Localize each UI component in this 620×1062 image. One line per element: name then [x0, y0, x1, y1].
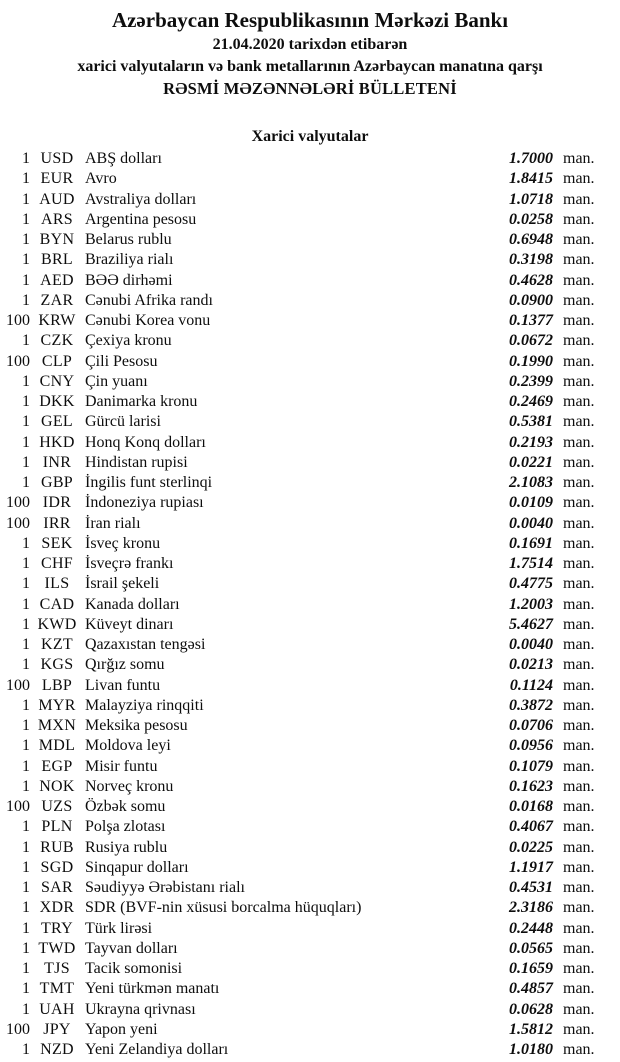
exchange-rate-value: 0.0565	[509, 939, 553, 957]
currency-row	[0, 372, 620, 392]
currency-name: Norveç kronu	[85, 777, 174, 795]
currency-name: Qırğız somu	[85, 656, 165, 674]
currency-name: Rusiya rublu	[85, 838, 168, 856]
exchange-rate-value: 2.1083	[509, 474, 553, 491]
currency-code: KGS	[40, 656, 74, 674]
currency-name: Belarus rublu	[85, 231, 172, 248]
currency-name: Meksika pesosu	[85, 717, 188, 734]
currency-quantity: 100	[6, 514, 30, 532]
currency-quantity: 1	[22, 919, 30, 937]
currency-row	[0, 574, 620, 594]
currency-quantity: 1	[22, 980, 30, 998]
currency-code: CNY	[39, 372, 75, 390]
currency-row	[0, 635, 620, 655]
currency-code: CHF	[40, 555, 74, 572]
currency-name: Səudiyyə Ərəbistanı rialı	[85, 879, 245, 896]
currency-quantity: 1	[22, 372, 30, 390]
exchange-rate-value: 0.0213	[509, 656, 553, 674]
currency-code: NOK	[39, 777, 75, 795]
currency-row	[0, 453, 620, 473]
currency-code: IRR	[43, 514, 71, 532]
currency-row	[0, 858, 620, 878]
subject-line: xarici valyutaların və bank metallarının Azərbaycan manatına qarşı	[77, 58, 543, 75]
exchange-rate-value: 1.8415	[509, 170, 553, 188]
currency-quantity: 1	[22, 555, 30, 572]
currency-unit-label: man.	[563, 514, 595, 532]
currency-row	[0, 331, 620, 351]
currency-unit-label: man.	[563, 150, 595, 167]
currency-row	[0, 959, 620, 979]
exchange-rate-value: 0.6948	[509, 231, 553, 248]
currency-quantity: 100	[6, 1020, 30, 1038]
currency-unit-label: man.	[563, 939, 595, 957]
currency-code: DKK	[39, 393, 75, 410]
currency-row	[0, 352, 620, 372]
currency-name: Braziliya rialı	[85, 251, 174, 269]
exchange-rate-value: 1.7000	[509, 150, 553, 167]
currency-unit-label: man.	[563, 494, 595, 512]
currency-quantity: 1	[22, 190, 30, 208]
currency-name: Moldova leyi	[85, 737, 171, 755]
currency-quantity: 1	[22, 960, 30, 977]
currency-code: RUB	[40, 838, 74, 856]
exchange-rate-value: 0.1691	[509, 534, 553, 552]
currency-row	[0, 1040, 620, 1060]
currency-name: Çexiya kronu	[85, 332, 172, 350]
currency-quantity: 1	[22, 1000, 30, 1018]
currency-unit-label: man.	[563, 798, 595, 815]
currency-unit-label: man.	[563, 777, 595, 795]
currency-quantity: 1	[22, 393, 30, 410]
currency-name: Avro	[85, 170, 117, 188]
currency-row	[0, 736, 620, 756]
currency-unit-label: man.	[563, 595, 595, 613]
currency-code: USD	[40, 150, 74, 167]
currency-quantity: 100	[6, 312, 30, 329]
currency-row	[0, 939, 620, 959]
currency-unit-label: man.	[563, 879, 595, 896]
rates-table	[0, 149, 620, 1060]
currency-quantity: 1	[22, 251, 30, 269]
currency-quantity: 1	[22, 575, 30, 593]
currency-name: Ukrayna qrivnası	[85, 1000, 196, 1018]
currency-code: CAD	[39, 595, 75, 613]
currency-quantity: 1	[22, 291, 30, 309]
currency-code: TMT	[39, 980, 75, 998]
currency-name: Danimarka kronu	[85, 393, 198, 410]
currency-unit-label: man.	[563, 312, 595, 329]
currency-row	[0, 777, 620, 797]
bulletin-header	[0, 8, 620, 100]
exchange-rate-value: 0.1079	[509, 757, 553, 775]
exchange-rate-value: 0.0221	[509, 453, 553, 471]
currency-row	[0, 534, 620, 554]
exchange-rate-value: 0.2469	[509, 393, 553, 410]
currency-quantity: 1	[22, 777, 30, 795]
currency-quantity: 1	[22, 453, 30, 471]
exchange-rate-value: 0.2399	[509, 372, 553, 390]
currency-row	[0, 412, 620, 432]
currency-row	[0, 696, 620, 716]
currency-row	[0, 230, 620, 250]
currency-quantity: 100	[6, 798, 30, 815]
currency-name: Türk lirəsi	[85, 919, 153, 937]
currency-name: İsrail şekeli	[85, 575, 160, 593]
currency-unit-label: man.	[563, 737, 595, 755]
currency-quantity: 1	[22, 595, 30, 613]
currency-code: SEK	[41, 534, 73, 552]
currency-code: GEL	[40, 413, 73, 431]
exchange-rate-value: 2.3186	[509, 899, 553, 917]
currency-name: SDR (BVF-nin xüsusi borcalma hüquqları)	[85, 899, 362, 917]
currency-quantity: 1	[22, 413, 30, 431]
currency-row	[0, 514, 620, 534]
currency-name: BƏƏ dirhəmi	[85, 271, 173, 289]
currency-unit-label: man.	[563, 474, 595, 491]
currency-name: Gürcü larisi	[85, 413, 161, 431]
exchange-rate-value: 5.4627	[509, 615, 553, 633]
currency-unit-label: man.	[563, 271, 595, 289]
currency-unit-label: man.	[563, 453, 595, 471]
currency-name: Hindistan rupisi	[85, 453, 188, 471]
currency-name: İsveçrə frankı	[85, 555, 174, 572]
currency-code: SAR	[40, 879, 74, 896]
currency-code: HKD	[39, 433, 75, 451]
exchange-rate-value: 1.5812	[509, 1020, 553, 1038]
currency-code: EGP	[41, 757, 73, 775]
currency-unit-label: man.	[563, 676, 595, 694]
currency-code: AUD	[39, 190, 75, 208]
currency-name: Özbək somu	[85, 798, 166, 815]
effective-date-line: 21.04.2020 tarixdən etibarən	[212, 36, 408, 53]
currency-code: KWD	[37, 615, 77, 633]
exchange-rate-value: 0.0900	[509, 291, 553, 309]
exchange-rate-value: 0.0225	[509, 838, 553, 856]
currency-code: MYR	[38, 696, 76, 714]
currency-code: ARS	[40, 210, 74, 228]
exchange-rate-value: 0.1623	[509, 777, 553, 795]
currency-quantity: 100	[6, 676, 30, 694]
currency-name: Argentina pesosu	[85, 210, 197, 228]
currency-row	[0, 493, 620, 513]
exchange-rate-value: 0.1124	[509, 676, 553, 694]
currency-unit-label: man.	[563, 717, 595, 734]
exchange-rate-value: 0.0168	[509, 798, 553, 815]
exchange-rate-value: 0.0706	[509, 717, 553, 734]
currency-unit-label: man.	[563, 575, 595, 593]
currency-unit-label: man.	[563, 980, 595, 998]
currency-name: Sinqapur dolları	[85, 858, 189, 876]
currency-code: AED	[40, 271, 74, 289]
currency-row	[0, 797, 620, 817]
currency-code: SGD	[40, 858, 74, 876]
exchange-rate-value: 0.3872	[509, 696, 553, 714]
currency-row	[0, 676, 620, 696]
exchange-rate-value: 1.1917	[509, 858, 553, 876]
currency-name: ABŞ dolları	[85, 150, 162, 167]
currency-unit-label: man.	[563, 636, 595, 653]
currency-row	[0, 716, 620, 736]
currency-row	[0, 433, 620, 453]
currency-code: EUR	[40, 170, 74, 188]
currency-code: KRW	[38, 312, 76, 329]
currency-name: İngilis funt sterlinqi	[85, 474, 213, 491]
currency-row	[0, 979, 620, 999]
currency-name: Avstraliya dolları	[85, 190, 197, 208]
currency-unit-label: man.	[563, 1041, 595, 1058]
currency-unit-label: man.	[563, 1000, 595, 1018]
currency-name: Qazaxıstan tengəsi	[85, 636, 206, 653]
exchange-rate-value: 0.4628	[509, 271, 553, 289]
currency-quantity: 1	[22, 899, 30, 917]
currency-row	[0, 655, 620, 675]
currency-name: İndoneziya rupiası	[85, 494, 204, 512]
exchange-rate-value: 0.2193	[509, 433, 553, 451]
currency-code: JPY	[43, 1020, 71, 1038]
currency-row	[0, 1000, 620, 1020]
currency-row	[0, 392, 620, 412]
currency-quantity: 1	[22, 656, 30, 674]
currency-quantity: 1	[22, 1041, 30, 1058]
currency-unit-label: man.	[563, 555, 595, 572]
currency-unit-label: man.	[563, 210, 595, 228]
currency-quantity: 1	[22, 332, 30, 350]
currency-name: İsveç kronu	[85, 534, 161, 552]
currency-unit-label: man.	[563, 190, 595, 208]
currency-code: UAH	[39, 1000, 75, 1018]
currency-row	[0, 554, 620, 574]
currency-unit-label: man.	[563, 291, 595, 309]
exchange-rate-value: 1.0180	[509, 1041, 553, 1058]
exchange-rate-value: 1.2003	[509, 595, 553, 613]
currency-quantity: 1	[22, 757, 30, 775]
exchange-rate-value: 0.0040	[509, 636, 553, 653]
currency-code: KZT	[40, 636, 73, 653]
currency-unit-label: man.	[563, 433, 595, 451]
exchange-rate-value: 0.4775	[509, 575, 553, 593]
currency-code: XDR	[39, 899, 75, 917]
currency-row	[0, 291, 620, 311]
currency-unit-label: man.	[563, 838, 595, 856]
bank-title: Azərbaycan Respublikasının Mərkəzi Bankı	[111, 8, 509, 32]
currency-code: LBP	[41, 676, 73, 694]
exchange-rate-value: 0.1990	[509, 352, 553, 370]
currency-name: Küveyt dinarı	[85, 615, 174, 633]
currency-quantity: 1	[22, 150, 30, 167]
currency-quantity: 100	[6, 494, 30, 512]
currency-row	[0, 149, 620, 169]
currency-name: Çin yuanı	[85, 372, 148, 390]
currency-row	[0, 878, 620, 898]
exchange-rate-value: 1.0718	[509, 190, 553, 208]
currency-quantity: 1	[22, 271, 30, 289]
currency-code: TRY	[40, 919, 74, 937]
currency-code: TJS	[44, 960, 70, 977]
currency-unit-label: man.	[563, 656, 595, 674]
currency-name: İran rialı	[85, 514, 141, 532]
currency-quantity: 100	[6, 352, 30, 370]
exchange-rate-value: 0.0628	[509, 1000, 553, 1018]
currency-name: Tacik somonisi	[85, 960, 183, 977]
currency-quantity: 1	[22, 858, 30, 876]
currency-row	[0, 615, 620, 635]
currency-unit-label: man.	[563, 919, 595, 937]
currency-quantity: 1	[22, 939, 30, 957]
currency-quantity: 1	[22, 636, 30, 653]
currency-row	[0, 838, 620, 858]
exchange-rate-value: 0.5381	[509, 413, 553, 431]
currency-name: Polşa zlotası	[85, 818, 166, 836]
currency-quantity: 1	[22, 737, 30, 755]
currency-name: Cənubi Korea vonu	[85, 312, 211, 329]
exchange-rate-value: 0.3198	[509, 251, 553, 269]
exchange-rate-value: 0.0956	[509, 737, 553, 755]
currency-unit-label: man.	[563, 170, 595, 188]
currency-code: MXN	[37, 717, 77, 734]
currency-name: Honq Konq dolları	[85, 433, 206, 451]
currency-unit-label: man.	[563, 352, 595, 370]
currency-unit-label: man.	[563, 960, 595, 977]
currency-name: Malayziya rinqqiti	[85, 696, 204, 714]
currency-code: MDL	[38, 737, 76, 755]
currency-quantity: 1	[22, 170, 30, 188]
currency-code: IDR	[42, 494, 72, 512]
currency-unit-label: man.	[563, 231, 595, 248]
currency-unit-label: man.	[563, 393, 595, 410]
currency-unit-label: man.	[563, 696, 595, 714]
currency-quantity: 1	[22, 696, 30, 714]
currency-quantity: 1	[22, 879, 30, 896]
currency-unit-label: man.	[563, 858, 595, 876]
currency-code: NZD	[40, 1041, 74, 1058]
currency-row	[0, 473, 620, 493]
exchange-rate-value: 0.0672	[509, 332, 553, 350]
currency-row	[0, 271, 620, 291]
currency-name: Yeni Zelandiya dolları	[85, 1041, 229, 1058]
currency-unit-label: man.	[563, 251, 595, 269]
exchange-rate-value: 0.0109	[509, 494, 553, 512]
currency-unit-label: man.	[563, 1020, 595, 1038]
currency-unit-label: man.	[563, 332, 595, 350]
currency-code: CLP	[41, 352, 73, 370]
currency-name: Yapon yeni	[85, 1020, 158, 1038]
bulletin-title: RƏSMİ MƏZƏNNƏLƏRİ BÜLLETENİ	[163, 79, 457, 98]
currency-quantity: 1	[22, 433, 30, 451]
currency-name: Cənubi Afrika randı	[85, 291, 213, 309]
currency-quantity: 1	[22, 818, 30, 836]
currency-quantity: 1	[22, 210, 30, 228]
currency-row	[0, 757, 620, 777]
currency-quantity: 1	[22, 838, 30, 856]
currency-quantity: 1	[22, 534, 30, 552]
currency-name: Livan funtu	[85, 676, 161, 694]
currency-name: Misir funtu	[85, 757, 158, 775]
exchange-rate-value: 0.0258	[509, 210, 553, 228]
currency-row	[0, 190, 620, 210]
currency-unit-label: man.	[563, 818, 595, 836]
exchange-rate-value: 0.4531	[509, 879, 553, 896]
currency-unit-label: man.	[563, 413, 595, 431]
currency-row	[0, 817, 620, 837]
currency-unit-label: man.	[563, 899, 595, 917]
currency-code: BYN	[39, 231, 75, 248]
currency-row	[0, 169, 620, 189]
currency-code: PLN	[41, 818, 73, 836]
exchange-rate-value: 1.7514	[509, 555, 553, 572]
currency-code: TWD	[38, 939, 76, 957]
currency-unit-label: man.	[563, 534, 595, 552]
currency-row	[0, 311, 620, 331]
currency-unit-label: man.	[563, 372, 595, 390]
currency-code: ILS	[44, 575, 70, 593]
currency-quantity: 1	[22, 717, 30, 734]
currency-quantity: 1	[22, 615, 30, 633]
currency-row	[0, 210, 620, 230]
exchange-rate-value: 0.1659	[509, 960, 553, 977]
exchange-rate-value: 0.4857	[509, 980, 553, 998]
currency-code: UZS	[41, 798, 73, 815]
currency-quantity: 1	[22, 231, 30, 248]
currency-name: Tayvan dolları	[85, 939, 178, 957]
currency-name: Kanada dolları	[85, 595, 180, 613]
currency-name: Yeni türkmən manatı	[85, 980, 220, 998]
currency-name: Çili Pesosu	[85, 352, 158, 370]
currency-code: GBP	[40, 474, 74, 491]
currency-code: BRL	[40, 251, 74, 269]
exchange-rate-value: 0.0040	[509, 514, 553, 532]
currency-code: ZAR	[40, 291, 74, 309]
currency-quantity: 1	[22, 474, 30, 491]
exchange-rate-value: 0.4067	[509, 818, 553, 836]
currency-code: CZK	[40, 332, 74, 350]
currency-row	[0, 250, 620, 270]
currency-code: INR	[42, 453, 72, 471]
currency-row	[0, 898, 620, 918]
exchange-rate-value: 0.2448	[509, 919, 553, 937]
currency-unit-label: man.	[563, 615, 595, 633]
currency-unit-label: man.	[563, 757, 595, 775]
section-title-foreign-currencies: Xarici valyutalar	[251, 128, 369, 145]
currency-row	[0, 919, 620, 939]
currency-row	[0, 1020, 620, 1040]
exchange-rate-value: 0.1377	[509, 312, 553, 329]
currency-row	[0, 595, 620, 615]
